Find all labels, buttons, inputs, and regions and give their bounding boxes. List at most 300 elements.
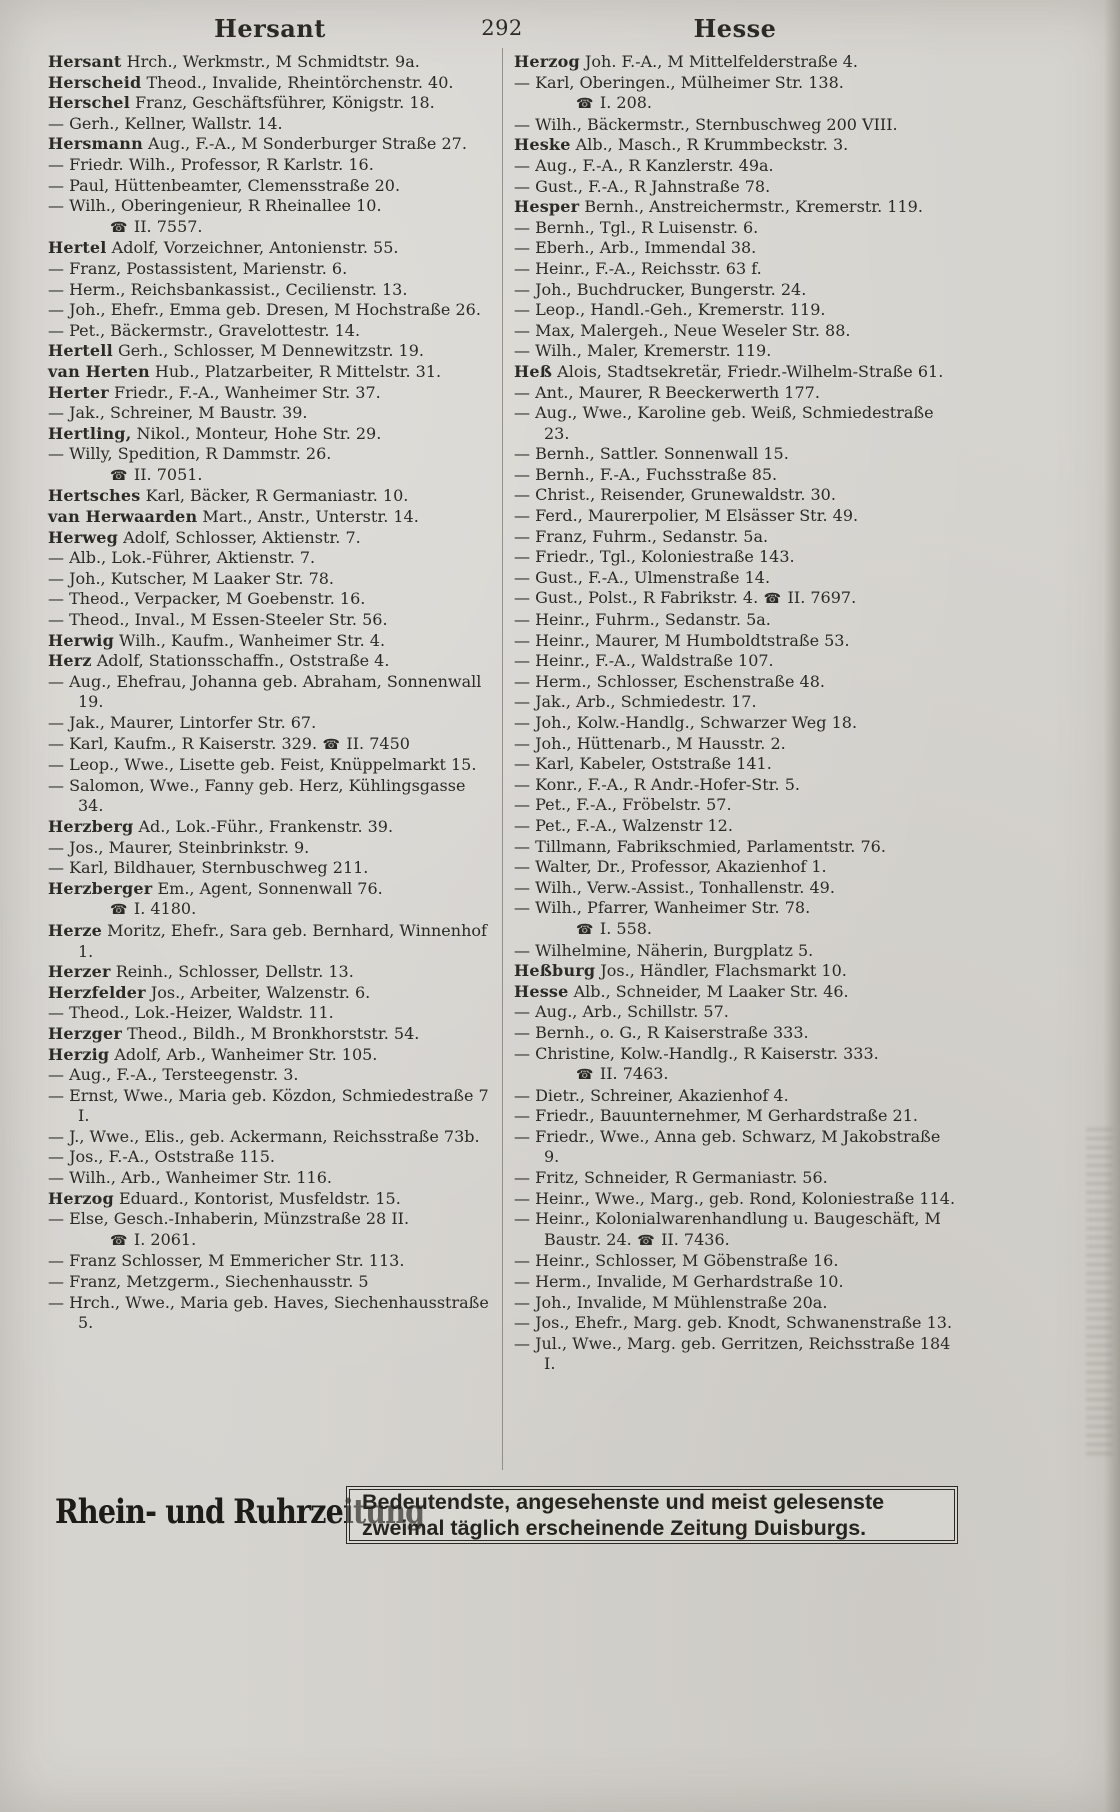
entry-surname: Herzog [514,52,580,71]
directory-entry [514,837,957,858]
entry-dash: — [514,940,530,960]
entry-details: Jak., Maurer, Lintorfer Str. 67. [64,713,317,732]
directory-entry [48,879,495,900]
entry-dash: — [48,858,64,878]
entry-details: Salomon, Wwe., Fanny geb. Herz, Kühlingsgasse 34. [64,775,466,816]
entry-details: Pet., F.-A., Walzenstr 12. [530,815,733,835]
directory-entry [48,176,495,197]
directory-entry [48,486,495,507]
entry-details: Adolf, Vorzeichner, Antonienstr. 55. [106,238,399,258]
directory-entry [48,734,495,756]
phone-number: I. 4180. [133,899,197,919]
entry-surname: Heske [514,135,571,155]
directory-entry [514,734,957,755]
entry-details: Leop., Handl.-Geh., Kremerstr. 119. [530,300,826,320]
entry-details: Pet., F.-A., Fröbelstr. 57. [530,795,732,815]
directory-entry [514,1334,957,1375]
entry-surname: Herweg [48,527,119,547]
entry-details: Alb., Masch., R Krummbeckstr. 3. [570,135,849,155]
entry-dash: — [514,733,530,753]
directory-entry [48,776,495,817]
entry-dash: — [514,279,530,299]
entry-surname: van Herten [48,361,150,381]
entry-details: Herm., Schlosser, Eschenstraße 48. [530,671,825,691]
entry-details: Wilh., Kaufm., Wanheimer Str. 4. [113,630,386,650]
directory-entry [48,631,495,652]
entry-details: Wilh., Oberingenieur, R Rheinallee 10. [64,196,382,216]
directory-entry [514,795,957,816]
directory-entry [48,858,495,879]
directory-entry [514,383,957,404]
directory-entry [514,177,957,198]
directory-entry [514,1209,957,1251]
entry-dash: — [48,1209,64,1229]
directory-entry [514,1044,957,1065]
entry-details: Theod., Bildh., M Bronkhorststr. 54. [122,1023,420,1043]
entry-details: Gust., F.-A., R Jahnstraße 78. [530,176,771,196]
entry-details: J., Wwe., Elis., geb. Ackermann, Reichsstraße 73b. [64,1126,480,1146]
directory-entry [514,1106,957,1127]
entry-surname: Heßburg [514,961,596,981]
entry-details: Heinr., Kolonialwarenhandlung u. Baugeschäft, M Baustr. 24. [530,1209,941,1249]
entry-dash: — [48,837,64,857]
directory-entry [48,424,495,445]
entry-dash: — [514,1292,530,1312]
directory-entry [514,506,957,527]
directory-entry [48,73,495,94]
entry-details: Christ., Reisender, Grunewaldstr. 30. [530,485,836,505]
directory-entry [48,403,495,424]
entry-surname: Herter [48,382,109,402]
entry-details: Theod., Verpacker, M Goebenstr. 16. [64,589,366,609]
directory-entry [48,672,495,713]
entry-details: Bernh., F.-A., Fuchsstraße 85. [530,464,778,484]
directory-entry [48,569,495,590]
entry-dash: — [514,485,530,505]
entry-details: Herm., Invalide, M Gerhardstraße 10. [530,1272,844,1292]
entry-details: Bernh., Anstreichermstr., Kremerstr. 119. [579,197,923,217]
entry-dash: — [48,775,64,795]
entry-details: Joh., Buchdrucker, Bungerstr. 24. [530,279,807,299]
directory-entry [48,300,495,321]
entry-details: Jul., Wwe., Marg. geb. Gerritzen, Reichsstraße 184 I. [530,1333,951,1374]
newspaper-ad-box [346,1486,958,1544]
entry-dash: — [48,1065,64,1085]
entry-details: Gust., F.-A., Ulmenstraße 14. [530,567,771,587]
entry-dash: — [48,1251,64,1271]
directory-entry [514,1023,957,1044]
entry-details: Theod., Lok.-Heizer, Waldstr. 11. [64,1003,334,1023]
header-left-title: Hersant [214,14,326,43]
directory-entry [48,921,495,962]
directory-entry [48,1024,495,1045]
entry-details: Mart., Anstr., Unterstr. 14. [197,507,419,527]
entry-dash: — [514,114,530,134]
directory-entry [48,383,495,404]
phone-number: II. 7557. [133,216,203,236]
entry-dash: — [48,403,64,423]
entry-dash: — [514,795,530,815]
left-column [48,52,495,1334]
entry-surname: van Herwaarden [48,507,198,527]
entry-dash: — [514,1126,530,1146]
entry-details: Max, Malergeh., Neue Weseler Str. 88. [530,320,851,340]
directory-entry [48,1189,495,1210]
entry-dash: — [514,382,530,402]
entry-details: Jos., Maurer, Steinbrinkstr. 9. [64,837,310,857]
entry-dash: — [514,1209,530,1229]
phone-icon: ☎ [631,1232,662,1249]
directory-entry [48,838,495,859]
entry-details: Aug., Ehefrau, Johanna geb. Abraham, Sonnenwall 19. [64,671,482,712]
directory-entry [48,755,495,776]
entry-dash: — [48,1272,64,1292]
entry-surname: Hertling, [48,423,132,443]
entry-dash: — [514,176,530,196]
entry-details: Ernst, Wwe., Maria geb. Közdon, Schmiedestraße 7 I. [64,1085,489,1126]
directory-entry [48,1065,495,1086]
phone-number: II. 7051. [133,464,203,484]
entry-details: Gust., Polst., R Fabrikstr. 4. [530,588,759,608]
header-right-title: Hesse [693,14,777,43]
entry-details: Aug., F.-A., Tersteegenstr. 3. [64,1065,299,1085]
entry-dash: — [48,113,64,133]
directory-entry [48,1127,495,1148]
directory-entry [514,73,957,94]
directory-entry [514,444,957,465]
entry-surname: Hersant [48,52,122,71]
phone-icon: ☎ [758,591,788,608]
entry-details: Wilh., Bäckermstr., Sternbuschweg 200 VIII. [530,114,898,134]
entry-details: Karl, Bildhauer, Sternbuschweg 211. [64,858,369,878]
entry-details: Aug., F.-A., R Kanzlerstr. 49a. [530,155,774,175]
directory-entry [514,238,957,259]
directory-entry [514,403,957,444]
entry-dash: — [514,1333,530,1353]
directory-entry [514,878,957,899]
entry-details: Paul, Hüttenbeamter, Clemensstraße 20. [64,175,401,195]
directory-entry [48,134,495,155]
directory-entry [514,692,957,713]
entry-details: Jak., Schreiner, M Baustr. 39. [64,403,308,423]
entry-details: Joh., Kolw.-Handlg., Schwarzer Weg 18. [530,713,858,732]
entry-dash: — [48,258,64,278]
entry-dash: — [514,1022,530,1042]
phone-number-line [48,217,495,239]
entry-dash: — [514,464,530,484]
entry-dash: — [514,898,530,918]
directory-entry [514,115,957,136]
entry-surname: Herzer [48,962,111,982]
ad-line-1: Bedeutendste, angesehenste und meist gelesenste [362,1490,885,1514]
entry-surname: Hesper [514,197,580,217]
phone-number: I. 208. [599,93,653,113]
entry-details: Alb., Lok.-Führer, Aktienstr. 7. [64,548,316,568]
entry-dash: — [48,175,64,195]
entry-surname: Herze [48,920,102,940]
entry-dash: — [48,1147,64,1167]
entry-dash: — [48,1126,64,1146]
directory-entry [514,857,957,878]
directory-entry [514,52,957,73]
entry-details: Heinr., Fuhrm., Sedanstr. 5a. [530,610,771,630]
phone-icon: ☎ [110,902,134,919]
entry-details: Joh., Ehefr., Emma geb. Dresen, M Hochstraße 26. [64,300,481,320]
entry-details: Wilh., Maler, Kremerstr. 119. [530,341,772,361]
directory-entry [514,1086,957,1107]
entry-dash: — [514,403,530,423]
entry-dash: — [514,1272,530,1292]
phone-icon: ☎ [576,921,600,938]
directory-entry [514,898,957,919]
entry-details: Christine, Kolw.-Handlg., R Kaiserstr. 333. [530,1043,879,1063]
entry-details: Karl, Bäcker, R Germaniastr. 10. [140,486,409,506]
entry-details: Else, Gesch.-Inhaberin, Münzstraße 28 II. [64,1209,410,1229]
directory-entry [48,341,495,362]
directory-entry [48,983,495,1004]
entry-dash: — [514,1313,530,1333]
ad-brand-name: Rhein- und Ruhrzeitung [55,1492,425,1532]
directory-entry [514,1251,957,1272]
directory-entry [48,444,495,465]
entry-surname: Hersmann [48,134,143,154]
entry-dash: — [514,444,530,464]
directory-entry [514,982,957,1003]
entry-dash: — [514,651,530,671]
entry-details: Nikol., Monteur, Hohe Str. 29. [131,423,382,443]
phone-number-line [48,899,495,921]
directory-entry [514,485,957,506]
entry-details: Adolf, Schlosser, Aktienstr. 7. [118,527,361,547]
entry-details: Friedr., Tgl., Koloniestraße 143. [530,547,795,567]
entry-details: Tillmann, Fabrikschmied, Parlamentstr. 76. [530,836,886,856]
entry-dash: — [514,1002,530,1022]
entry-details: Jak., Arb., Schmiedestr. 17. [530,692,757,712]
phone-number: II. 7463. [599,1064,669,1084]
entry-details: Wilh., Pfarrer, Wanheimer Str. 78. [530,898,811,918]
entry-surname: Hesse [514,981,569,1001]
entry-dash: — [48,320,64,340]
entry-details: Heinr., Maurer, M Humboldtstraße 53. [530,630,850,650]
entry-dash: — [514,630,530,650]
entry-surname: Herzberg [48,816,134,836]
directory-entry [514,588,957,610]
entry-dash: — [48,444,64,464]
directory-entry [48,651,495,672]
directory-entry [48,1293,495,1334]
right-column [514,52,957,1375]
phone-icon: ☎ [110,219,134,236]
directory-entry [514,568,957,589]
entry-dash: — [48,1003,64,1023]
entry-details: Joh., Hüttenarb., M Hausstr. 2. [530,733,786,753]
directory-entry [514,651,957,672]
phone-number: I. 2061. [133,1229,197,1249]
entry-details: Jos., Ehefr., Marg. geb. Knodt, Schwanenstraße 13. [530,1313,953,1333]
phone-icon: ☎ [110,467,134,484]
directory-entry [514,1189,957,1210]
directory-entry [48,1147,495,1168]
entry-surname: Hertel [48,238,107,258]
entry-details: Eberh., Arb., Immendal 38. [530,238,757,258]
entry-dash: — [514,506,530,526]
entry-dash: — [514,836,530,856]
entry-dash: — [48,196,64,216]
directory-entry [514,280,957,301]
directory-entry [48,1251,495,1272]
entry-surname: Herscheid [48,72,142,92]
phone-icon: ☎ [576,96,600,113]
directory-entry [48,280,495,301]
entry-dash: — [48,589,64,609]
directory-entry [514,1127,957,1168]
entry-details: Franz Schlosser, M Emmericher Str. 113. [64,1251,405,1271]
entry-dash: — [514,320,530,340]
directory-entry [514,547,957,568]
directory-entry [514,259,957,280]
entry-details: Franz, Postassistent, Marienstr. 6. [64,258,348,278]
entry-details: Wilh., Arb., Wanheimer Str. 116. [64,1168,332,1188]
directory-entry [48,1045,495,1066]
directory-entry [514,816,957,837]
directory-entry [514,1272,957,1293]
entry-details: Friedr. Wilh., Professor, R Karlstr. 16. [64,154,374,174]
entry-details: Theod., Invalide, Rheintörchenstr. 40. [141,72,454,92]
entry-dash: — [514,1251,530,1271]
directory-entry [48,589,495,610]
entry-details: Bernh., Sattler. Sonnenwall 15. [530,444,789,464]
entry-dash: — [514,526,530,546]
entry-details: Herm., Reichsbankassist., Cecilienstr. 13. [64,279,408,299]
entry-details: Willy, Spedition, R Dammstr. 26. [64,444,332,464]
entry-details: Wilh., Verw.-Assist., Tonhallenstr. 49. [530,877,835,897]
entry-dash: — [48,1168,64,1188]
entry-dash: — [514,238,530,258]
directory-entry [514,527,957,548]
directory-entry [514,1002,957,1023]
directory-entry [514,672,957,693]
directory-entry [48,528,495,549]
entry-details: Bernh., o. G., R Kaiserstraße 333. [530,1022,809,1042]
directory-entry [48,52,495,73]
directory-entry [48,507,495,528]
entry-details: Joh., Kutscher, M Laaker Str. 78. [64,568,335,588]
directory-entry [48,817,495,838]
directory-entry [48,1168,495,1189]
directory-entry [48,321,495,342]
directory-entry [514,713,957,734]
entry-dash: — [514,72,530,92]
entry-details: Pet., Bäckermstr., Gravelottestr. 14. [64,320,361,340]
entry-surname: Hertell [48,341,113,361]
entry-details: Gerh., Kellner, Wallstr. 14. [64,113,283,133]
entry-details: Ant., Maurer, R Beeckerwerth 177. [530,382,820,402]
entry-dash: — [48,568,64,588]
directory-entry [48,259,495,280]
entry-dash: — [48,300,64,320]
ad-line-2: zweimal täglich erscheinende Zeitung Duisburgs. [362,1516,867,1540]
entry-details: Alois, Stadtsekretär, Friedr.-Wilhelm-Straße 61. [552,361,944,381]
entry-details: Heinr., F.-A., Waldstraße 107. [530,651,774,671]
entry-details: Karl, Kaufm., R Kaiserstr. 329. [64,733,318,753]
directory-entry [514,341,957,362]
entry-details: Karl, Kabeler, Oststraße 141. [530,754,772,774]
directory-entry [514,218,957,239]
entry-details: Hrch., Werkmstr., M Schmidtstr. 9a. [121,52,420,71]
entry-details: Leop., Wwe., Lisette geb. Feist, Knüppelmarkt 15. [64,755,477,775]
phone-number-line [514,1064,957,1086]
entry-dash: — [48,1292,64,1312]
directory-entry [514,961,957,982]
entry-dash: — [48,713,64,732]
directory-entry [48,1209,495,1230]
entry-dash: — [514,588,530,608]
entry-dash: — [514,547,530,567]
directory-entry [48,1272,495,1293]
entry-dash: — [514,754,530,774]
directory-entry [514,1313,957,1334]
page-bleed-artifact [1086,1128,1112,1458]
entry-details: Friedr., Wwe., Anna geb. Schwarz, M Jakobstraße 9. [530,1126,941,1167]
entry-details: Jos., Arbeiter, Walzenstr. 6. [145,982,371,1002]
directory-entry [514,135,957,156]
entry-details: Reinh., Schlosser, Dellstr. 13. [110,962,354,982]
directory-entry [514,610,957,631]
entry-dash: — [48,548,64,568]
phone-icon: ☎ [317,736,347,753]
entry-details: Hub., Platzarbeiter, R Mittelstr. 31. [149,361,442,381]
directory-entry [514,197,957,218]
entry-surname: Herzfelder [48,982,146,1002]
entry-details: Heinr., F.-A., Reichsstr. 63 f. [530,258,762,278]
directory-entry [48,1003,495,1024]
entry-surname: Herzig [48,1044,110,1064]
entry-dash: — [514,713,530,732]
entry-surname: Herwig [48,630,114,650]
directory-entry [514,362,957,383]
entry-details: Adolf, Stationsschaffn., Oststraße 4. [91,651,390,671]
entry-details: Dietr., Schreiner, Akazienhof 4. [530,1085,789,1105]
entry-details: Eduard., Kontorist, Musfeldstr. 15. [113,1188,401,1208]
entry-dash: — [48,279,64,299]
directory-entry [514,321,957,342]
entry-dash: — [514,1043,530,1063]
phone-number: II. 7450 [346,733,410,753]
entry-dash: — [514,1106,530,1126]
entry-surname: Heß [514,361,553,381]
page-number: 292 [481,16,523,40]
phone-number-line [514,93,957,115]
entry-details: Heinr., Wwe., Marg., geb. Rond, Koloniestraße 114. [530,1188,956,1208]
entry-details: Fritz, Schneider, R Germaniastr. 56. [530,1168,828,1188]
directory-entry [48,238,495,259]
directory-entry [514,754,957,775]
entry-details: Gerh., Schlosser, M Dennewitzstr. 19. [112,341,424,361]
entry-dash: — [514,815,530,835]
entry-details: Aug., Arb., Schillstr. 57. [530,1002,729,1022]
directory-entry [48,155,495,176]
entry-surname: Herschel [48,93,130,113]
entry-dash: — [48,610,64,630]
entry-details: Alb., Schneider, M Laaker Str. 46. [568,981,849,1001]
directory-entry [514,1293,957,1314]
entry-surname: Herzberger [48,878,153,898]
entry-dash: — [514,300,530,320]
entry-surname: Herz [48,651,92,671]
entry-details: Heinr., Schlosser, M Göbenstraße 16. [530,1251,839,1271]
directory-entry [48,93,495,114]
entry-surname: Herzog [48,1188,114,1208]
